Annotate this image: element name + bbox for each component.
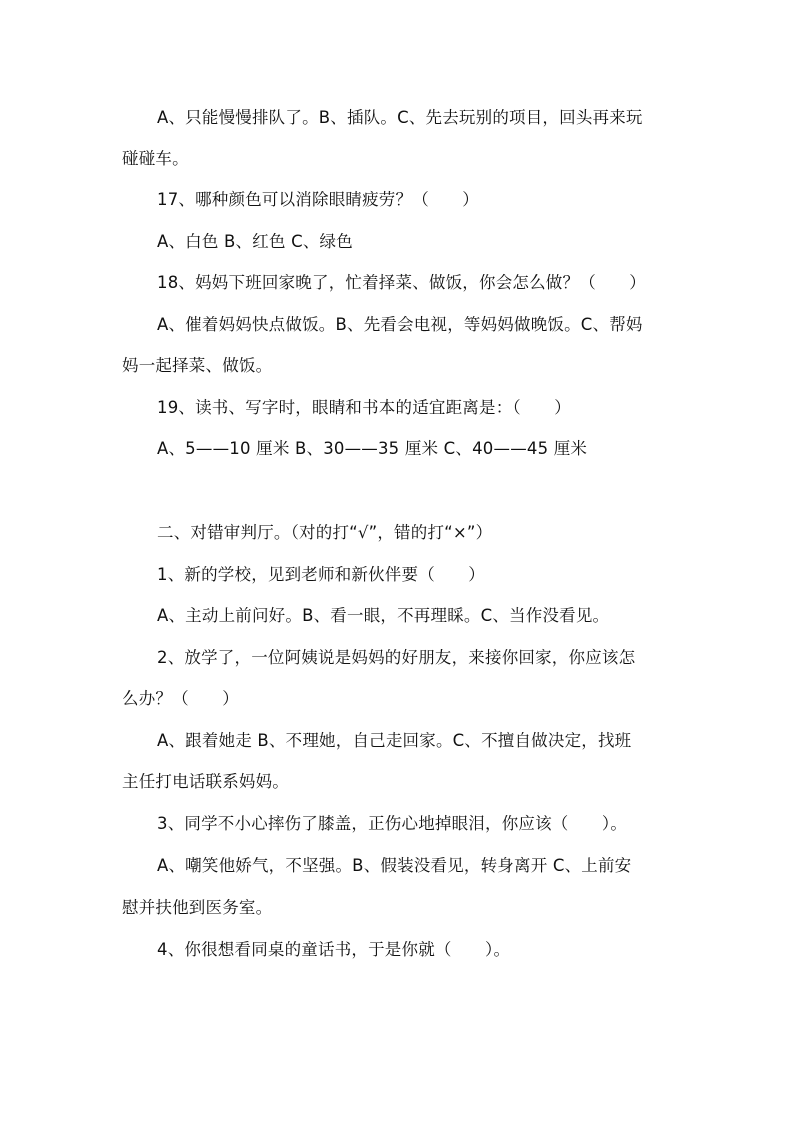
options-tf-1: A、主动上前问好。B、看一眼，不再理睬。C、当作没看见。 [157, 606, 610, 625]
options-18-cont: 妈一起择菜、做饭。 [122, 356, 273, 375]
option-line-16-cont: 碰碰车。 [122, 149, 189, 168]
question-18: 18、妈妈下班回家晚了，忙着择菜、做饭，你会怎么做？（ ） [157, 273, 646, 292]
question-tf-2-cont: 么办？（ ） [122, 689, 239, 708]
options-19: A、5——10 厘米 B、30——35 厘米 C、40——45 厘米 [157, 439, 588, 458]
question-tf-4: 4、你很想看同桌的童话书，于是你就（ ）。 [157, 940, 511, 959]
options-tf-3: A、嘲笑他娇气，不坚强。B、假装没看见，转身离开 C、上前安 [157, 856, 632, 875]
question-19: 19、读书、写字时，眼睛和书本的适宜距离是：（ ） [157, 398, 571, 417]
option-line-16: A、只能慢慢排队了。B、插队。C、先去玩别的项目，回头再来玩 [157, 108, 643, 127]
question-tf-2: 2、放学了，一位阿姨说是妈妈的好朋友，来接你回家，你应该怎 [157, 648, 636, 667]
options-17: A、白色 B、红色 C、绿色 [157, 232, 353, 251]
options-tf-3-cont: 慰并扶他到医务室。 [122, 898, 273, 917]
question-tf-3: 3、同学不小心摔伤了膝盖，正伤心地掉眼泪，你应该（ ）。 [157, 814, 628, 833]
options-tf-2-cont: 主任打电话联系妈妈。 [122, 772, 289, 791]
question-tf-1: 1、新的学校，见到老师和新伙伴要（ ） [157, 565, 485, 584]
options-18: A、催着妈妈快点做饭。B、先看会电视，等妈妈做晚饭。C、帮妈 [157, 315, 643, 334]
question-17: 17、哪种颜色可以消除眼睛疲劳？（ ） [157, 190, 479, 209]
options-tf-2: A、跟着她走 B、不理她，自己走回家。C、不擅自做决定，找班 [157, 731, 632, 750]
section-heading-true-false: 二、对错审判厅。（对的打“√”，错的打“×”） [157, 523, 493, 542]
